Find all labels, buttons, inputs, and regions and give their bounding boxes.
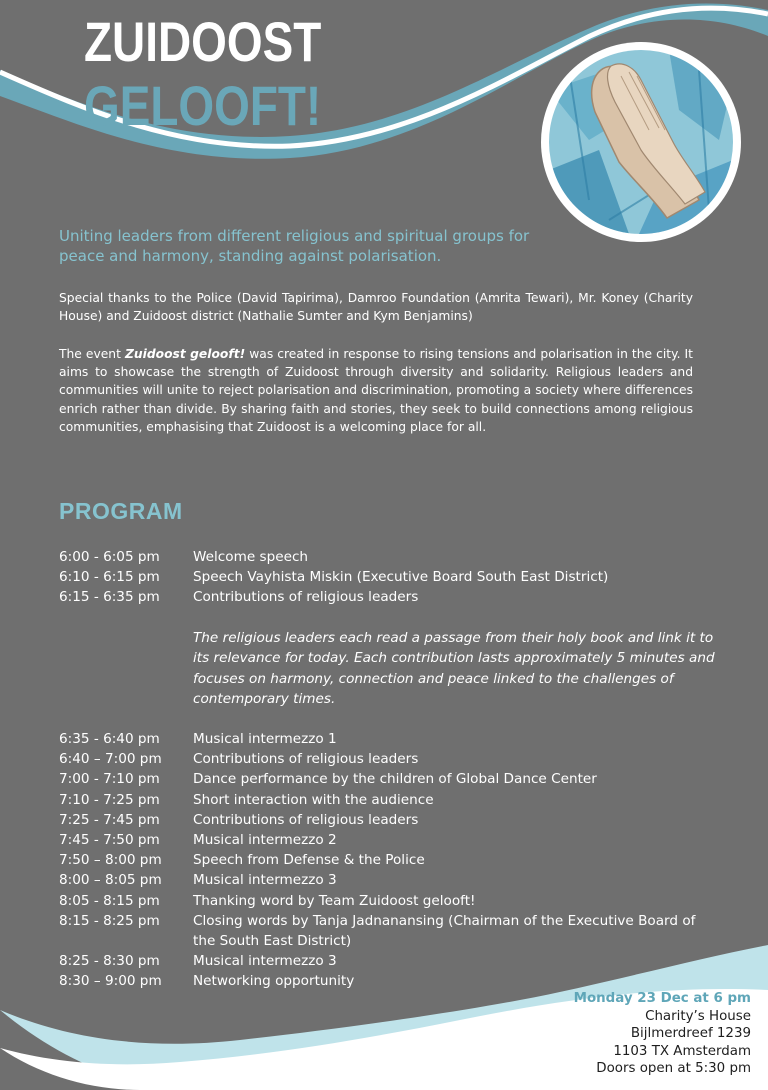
description-body: was created in response to rising tensions and polarisation in the city. It aims to showcase the strength of Zuidoost through diversity and solidarity. Religious leaders and communities will unite to reject polarisation and discrimination, promoting a society where differences enrich rather than divide. By sharing faith and stories, they seek to build connections among religious communities, emphasising that Zuidoost is a welcoming place for all. (59, 347, 693, 434)
special-thanks: Special thanks to the Police (David Tapirima), Damroo Foundation (Amrita Tewari), Mr. Koney (Charity House) and Zuidoost district (Nathalie Sumter and Kym Benjamins) (59, 291, 693, 324)
program-time: 7:50 – 8:00 pm (59, 852, 162, 869)
program-row (59, 729, 713, 749)
program-row (59, 891, 713, 911)
program-time: 7:45 - 7:50 pm (59, 832, 160, 849)
program-time: 8:00 – 8:05 pm (59, 872, 162, 889)
program-row (59, 850, 713, 870)
program-time: 6:40 – 7:00 pm (59, 751, 162, 768)
event-name: Zuidoost gelooft! (124, 347, 246, 361)
program-description: Musical intermezzo 1 (193, 731, 337, 747)
program-schedule-part1 (59, 547, 713, 608)
doors-open: Doors open at 5:30 pm (596, 1061, 751, 1077)
program-description: Speech from Defense & the Police (193, 852, 425, 869)
program-time: 6:10 - 6:15 pm (59, 569, 160, 586)
tagline: Uniting leaders from different religious and spiritual groups for peace and harmony, standing against polarisation. (59, 227, 530, 265)
praying-hands-icon (549, 50, 733, 234)
program-heading: PROGRAM (59, 498, 183, 524)
program-note: The religious leaders each read a passage from their holy book and link it to its relevance for today. Each contribution lasts approximately 5 minutes and focuses on harmony, connection and peace linked to the challenges of contemporary times. (193, 630, 715, 707)
program-time: 8:15 - 8:25 pm (59, 912, 160, 929)
program-description: Closing words by Tanja Jadnanansing (Chairman of the Executive Board of the South East District) (193, 912, 696, 950)
program-time: 6:00 - 6:05 pm (59, 549, 160, 565)
title-line-1: ZUIDOOST (84, 10, 322, 73)
program-description: Networking opportunity (193, 973, 355, 990)
program-description: Thanking word by Team Zuidoost gelooft! (193, 892, 476, 909)
event-title (84, 10, 373, 137)
event-city: 1103 TX Amsterdam (613, 1043, 751, 1059)
program-time: 7:25 - 7:45 pm (59, 811, 160, 828)
event-street: Bijlmerdreef 1239 (630, 1026, 751, 1042)
program-schedule-part2 (59, 729, 713, 992)
program-row (59, 971, 713, 991)
program-row (59, 830, 713, 850)
program-row (59, 911, 713, 951)
praying-hands-image (541, 42, 741, 242)
program-time: 8:30 – 9:00 pm (59, 973, 162, 990)
program-time: 6:35 - 6:40 pm (59, 731, 160, 747)
program-row (59, 810, 713, 830)
program-row (59, 769, 713, 789)
program-description: Short interaction with the audience (193, 791, 434, 808)
program-time: 8:25 - 8:30 pm (59, 953, 160, 970)
title-line-2: GELOOFT! (84, 74, 322, 137)
program-time: 6:15 - 6:35 pm (59, 589, 160, 606)
program-description: Contributions of religious leaders (193, 589, 419, 606)
program-row (59, 749, 713, 769)
description-intro: The event (59, 347, 125, 361)
event-date: Monday 23 Dec at 6 pm (573, 991, 751, 1006)
program-row (59, 790, 713, 810)
program-row (59, 951, 713, 971)
program-description: Musical intermezzo 2 (193, 832, 337, 849)
program-description: Welcome speech (193, 549, 309, 565)
program-row (59, 567, 713, 587)
program-row (59, 870, 713, 890)
program-time: 8:05 - 8:15 pm (59, 892, 160, 909)
event-description (59, 345, 693, 436)
event-venue: Charity’s House (645, 1008, 751, 1024)
program-description: Speech Vayhista Miskin (Executive Board South East District) (193, 569, 609, 586)
event-info (574, 990, 751, 1078)
program-description: Musical intermezzo 3 (193, 872, 337, 889)
program-description: Contributions of religious leaders (193, 751, 419, 768)
program-description: Dance performance by the children of Global Dance Center (193, 771, 597, 788)
program-description: Musical intermezzo 3 (193, 953, 337, 970)
program-time: 7:10 - 7:25 pm (59, 791, 160, 808)
program-row (59, 587, 713, 607)
program-time: 7:00 - 7:10 pm (59, 771, 160, 788)
program-description: Contributions of religious leaders (193, 811, 419, 828)
program-row (59, 547, 713, 567)
